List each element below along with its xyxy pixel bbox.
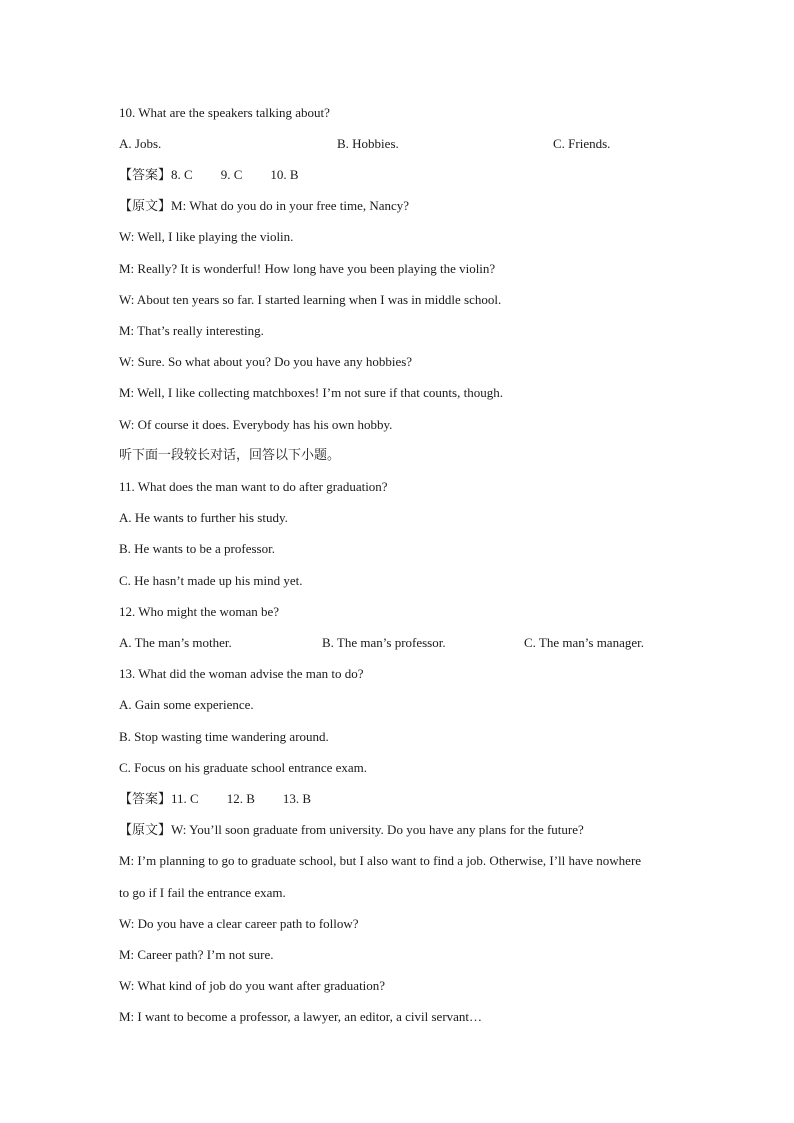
transcript-tag: 【原文】 [119,199,172,214]
answer-line-1 [119,167,299,184]
question-10: 10. What are the speakers talking about? [119,105,330,120]
transcript-tag: 【原文】 [119,823,172,838]
answer-tag: 【答案】 [119,792,172,807]
transcript-line: W: Of course it does. Everybody has his own hobby. [119,417,393,432]
transcript-line [119,822,584,839]
transcript-line: M: I’m planning to go to graduate school, but I also want to find a job. Otherwise, I’ll have nowhere [119,853,642,868]
answer-line-2 [119,791,311,808]
q11-option-b: B. He wants to be a professor. [119,541,275,556]
transcript-line: W: Do you have a clear career path to follow? [119,916,359,931]
answer-item: 13. B [282,791,312,806]
q11-option-c: C. He hasn’t made up his mind yet. [119,573,303,588]
answer-item: 8. C [171,167,193,182]
q13-option-b: B. Stop wasting time wandering around. [119,729,329,744]
q13-option-c: C. Focus on his graduate school entrance exam. [119,760,368,775]
transcript-line [119,198,409,215]
question-12: 12. Who might the woman be? [119,604,280,619]
answer-item: 10. B [270,167,299,182]
question-13: 13. What did the woman advise the man to do? [119,666,364,681]
section-instruction: 听下面一段较长对话，回答以下小题。 [119,448,341,463]
q11-option-a: A. He wants to further his study. [119,510,288,525]
transcript-line: M: Career path? I’m not sure. [119,947,274,962]
transcript-line: W: Well, I like playing the violin. [119,229,294,244]
answer-tag: 【答案】 [119,168,172,183]
transcript-line: M: I want to become a professor, a lawyer, an editor, a civil servant… [119,1009,483,1024]
q12-option-c: C. The man’s manager. [524,635,644,650]
transcript-line: W: Sure. So what about you? Do you have any hobbies? [119,354,413,369]
q12-option-a: A. The man’s mother. [119,635,232,650]
transcript-line: M: Well, I like collecting matchboxes! I’m not sure if that counts, though. [119,385,503,400]
transcript-line: to go if I fail the entrance exam. [119,885,286,900]
transcript-line: W: What kind of job do you want after graduation? [119,978,386,993]
answer-item: 9. C [220,167,243,182]
q12-option-b: B. The man’s professor. [322,635,446,650]
question-11: 11. What does the man want to do after graduation? [119,479,388,494]
q10-option-b: B. Hobbies. [337,136,399,151]
q10-option-c: C. Friends. [553,136,611,151]
transcript-line: M: Really? It is wonderful! How long have you been playing the violin? [119,261,496,276]
transcript-text: W: You’ll soon graduate from university. Do you have any plans for the future? [171,822,584,837]
answer-item: 12. B [226,791,255,806]
q10-option-a: A. Jobs. [119,136,162,151]
q13-option-a: A. Gain some experience. [119,697,254,712]
transcript-line: M: That’s really interesting. [119,323,264,338]
answer-item: 11. C [171,791,199,806]
transcript-text: M: What do you do in your free time, Nancy? [171,198,410,213]
transcript-line: W: About ten years so far. I started learning when I was in middle school. [119,292,502,307]
